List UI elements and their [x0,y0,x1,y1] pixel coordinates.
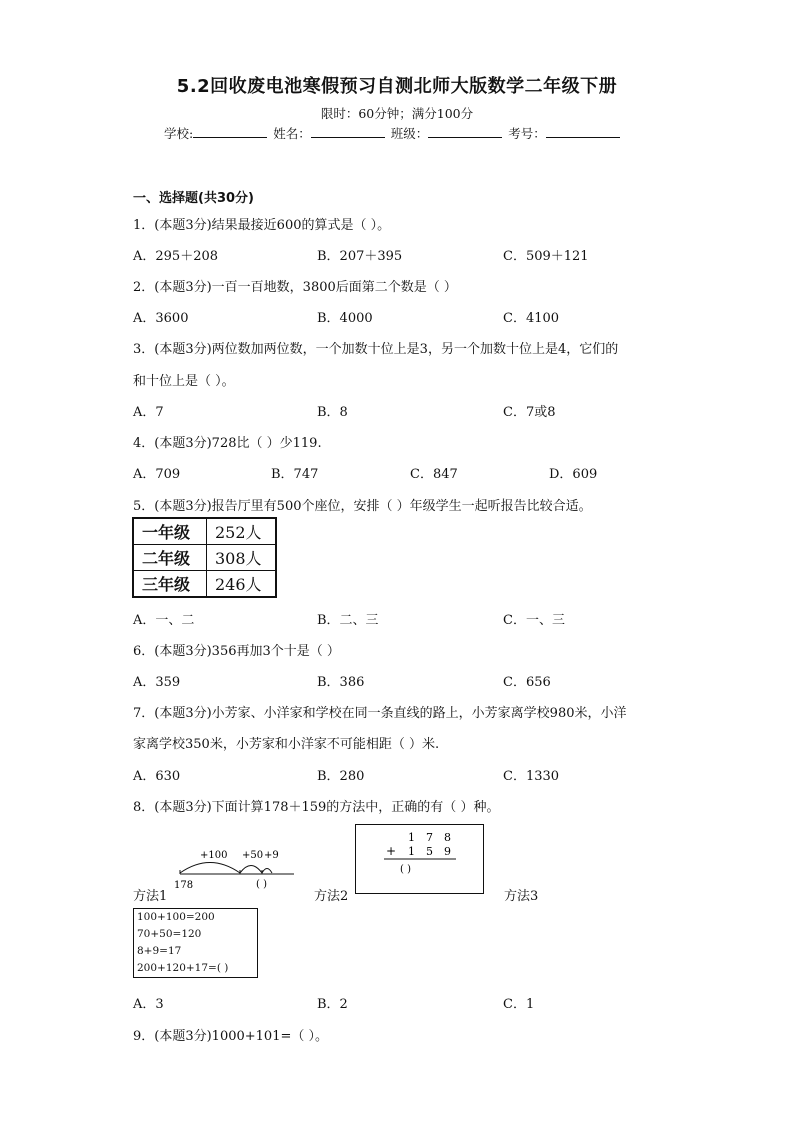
digit: 5 [426,845,433,858]
page-title: 5.2回收废电池寒假预习自测北师大版数学二年级下册 [176,76,618,97]
digit: 9 [444,845,451,858]
class-label: 班级： [390,126,429,141]
answer-blank: ( ) [400,864,411,875]
q2-option-c[interactable]: C．4100 [503,311,560,326]
q8-option-c[interactable]: C．1 [503,997,535,1012]
section-heading: 一、选择题(共30分) [133,191,254,206]
question-1: 1．(本题3分)结果最接近600的算式是（ ）。 [133,218,391,233]
start-value: 178 [174,880,194,891]
school-blank[interactable] [193,125,267,138]
digit: 7 [426,831,433,844]
q1-option-b[interactable]: B．207＋395 [317,249,403,264]
jump-arc [180,863,240,874]
method2-label: 方法2 [314,889,349,904]
equation-line: 100+100=200 [137,911,215,923]
digit: 8 [444,831,451,844]
plus-sign: + [386,844,397,858]
question-2: 2．(本题3分)一百一百地数，3800后面第二个数是（ ） [133,280,457,295]
question-3-line1: 3．(本题3分)两位数加两位数，一个加数十位上是3，另一个加数十位上是4，它们的 [133,342,619,357]
grade-cell: 二年级 [133,545,207,571]
count-cell: 246人 [207,571,277,598]
table-row [133,518,276,545]
table-row [133,571,276,598]
grade-cell: 一年级 [133,518,207,545]
name-label: 姓名： [273,126,311,141]
q6-option-b[interactable]: B．386 [317,675,365,690]
question-7-line1: 7．(本题3分)小芳家、小洋家和学校在同一条直线的路上，小芳家离学校980米，小洋 [133,706,627,721]
q4-option-d[interactable]: D．609 [549,467,598,482]
method3-label: 方法3 [504,889,539,904]
q8-option-b[interactable]: B．2 [317,997,348,1012]
q3-option-a[interactable]: A．7 [133,405,164,420]
digit: 1 [408,831,415,844]
method3-equations-box [133,908,258,978]
count-cell: 308人 [207,545,277,571]
school-label: 学校: [164,126,194,141]
question-4: 4．(本题3分)728比（ ）少119. [133,436,322,451]
q7-option-c[interactable]: C．1330 [503,769,560,784]
method1-label: 方法1 [133,889,168,904]
q1-option-c[interactable]: C．509＋121 [503,249,589,264]
q3-option-c[interactable]: C．7或8 [503,405,556,420]
equation-line: 8+9=17 [137,945,182,957]
question-7-line2: 家离学校350米，小芳家和小洋家不可能相距（ ）米. [133,737,440,752]
q5-option-c[interactable]: C．一、三 [503,613,565,628]
method2-vertical-addition [355,824,484,894]
count-cell: 252人 [207,518,277,545]
q5-option-b[interactable]: B．二、三 [317,613,379,628]
q6-option-c[interactable]: C．656 [503,675,551,690]
exam-number-blank[interactable] [546,125,620,138]
q5-option-a[interactable]: A．一、二 [133,613,195,628]
q1-option-a[interactable]: A．295＋208 [133,249,219,264]
q7-option-a[interactable]: A．630 [133,769,181,784]
grade-student-table [132,517,277,598]
q4-option-c[interactable]: C．847 [410,467,458,482]
question-9: 9．(本题3分)1000+101=（ ）。 [133,1029,329,1044]
question-5: 5．(本题3分)报告厅里有500个座位，安排（ ）年级学生一起听报告比较合适。 [133,499,592,514]
name-blank[interactable] [311,125,385,138]
q2-option-b[interactable]: B．4000 [317,311,373,326]
student-info-line [164,124,622,142]
q6-option-a[interactable]: A．359 [133,675,181,690]
question-6: 6．(本题3分)356再加3个十是（ ） [133,644,340,659]
q7-option-b[interactable]: B．280 [317,769,365,784]
q2-option-a[interactable]: A．3600 [133,311,189,326]
exam-number-label: 考号： [508,126,546,141]
time-limit: 限时：60分钟；满分100分 [320,106,474,121]
jump-label: +100 [200,850,228,861]
question-8: 8．(本题3分)下面计算178＋159的方法中，正确的有（ ）种。 [133,800,500,815]
digit: 1 [408,845,415,858]
q4-option-b[interactable]: B．747 [271,467,319,482]
q8-option-a[interactable]: A．3 [133,997,164,1012]
question-3-line2: 和十位上是（ ）。 [133,374,235,389]
class-blank[interactable] [428,125,502,138]
jump-label: +50 [242,850,264,861]
grade-cell: 三年级 [133,571,207,598]
equation-line: 200+120+17=( ) [137,962,229,974]
equation-line: 70+50=120 [137,928,202,940]
table-row [133,545,276,571]
answer-blank: ( ) [256,879,267,890]
jump-arc [240,866,262,874]
q4-option-a[interactable]: A．709 [133,467,181,482]
method1-number-line [170,840,300,892]
q3-option-b[interactable]: B．8 [317,405,348,420]
jump-label: +9 [264,850,279,861]
jump-arc [262,869,272,874]
